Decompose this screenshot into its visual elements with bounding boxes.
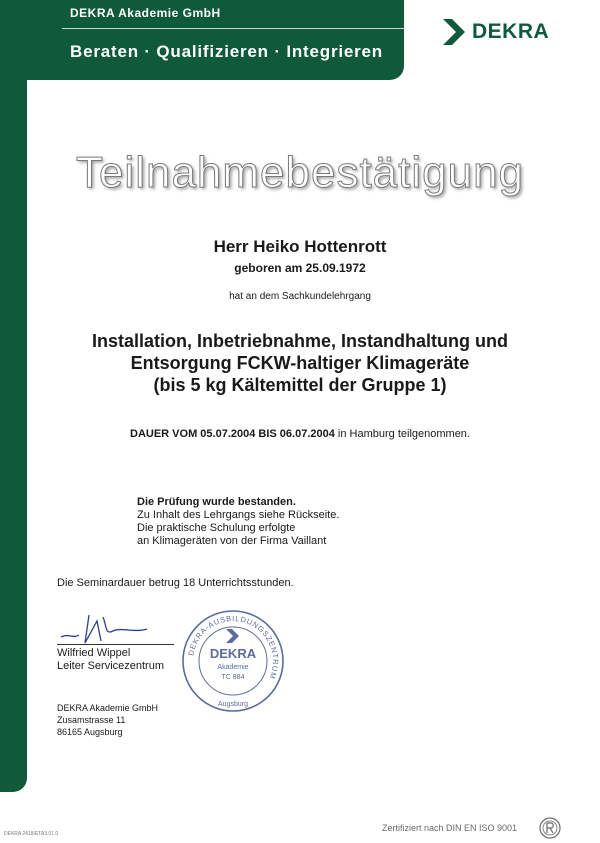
result-block — [137, 496, 339, 548]
result-line: Die praktische Schulung erfolgte — [137, 522, 296, 534]
certification-seal-icon — [539, 817, 561, 839]
course-title-line: Entsorgung FCKW-haltiger Klimageräte — [130, 353, 470, 373]
stamp-city: Augsburg — [218, 701, 248, 708]
stamp-line1: Akademie — [217, 664, 249, 671]
course-title-line: (bis 5 kg Kältemittel der Gruppe 1) — [153, 375, 447, 395]
address-block — [57, 702, 158, 738]
result-line: Zu Inhalt des Lehrgangs siehe Rückseite. — [137, 509, 340, 521]
stamp-line2: TC 884 — [221, 674, 245, 681]
intro-text: hat an dem Sachkundelehrgang — [229, 291, 371, 302]
duration-text — [0, 428, 600, 440]
address-line: DEKRA Akademie GmbH — [57, 703, 159, 713]
seminar-duration: Die Seminardauer betrug 18 Unterrichtsstunden. — [57, 577, 294, 589]
stamp-brand: DEKRA — [209, 646, 257, 661]
official-stamp — [180, 608, 286, 714]
header-divider — [62, 28, 404, 29]
signer-role: Leiter Servicezentrum — [57, 660, 164, 672]
signer-name: Wilfried Wippel — [57, 647, 131, 659]
header-company: DEKRA Akademie GmbH — [70, 6, 221, 20]
address-line: 86165 Augsburg — [57, 727, 123, 737]
course-title-line: Installation, Inbetriebnahme, Instandhaltung und — [91, 331, 508, 351]
dekra-logo-text: DEKRA — [472, 20, 550, 43]
recipient-name: Herr Heiko Hottenrott — [213, 237, 387, 256]
dekra-logo — [441, 18, 549, 46]
result-line: an Klimageräten von der Firma Vaillant — [137, 535, 327, 547]
left-green-bar — [0, 0, 27, 792]
stamp-ring-text: DEKRA-AUSBILDUNGSZENTRUM — [186, 613, 281, 681]
header-tagline: Beraten · Qualifizieren · Integrieren — [70, 42, 383, 61]
signature-line — [57, 644, 174, 645]
birth-info: geboren am 25.09.1972 — [234, 261, 366, 275]
course-title — [40, 330, 560, 396]
dekra-chevron-icon — [441, 18, 467, 46]
page-title: Teilnahmebestätigung — [75, 148, 525, 197]
form-code: DEKRA 2418/ETA3.01.0 — [4, 831, 59, 837]
address-line: Zusamstrasse 11 — [57, 715, 126, 725]
iso-certification: Zertifiziert nach DIN EN ISO 9001 — [382, 823, 518, 833]
exam-passed: Die Prüfung wurde bestanden. — [137, 496, 296, 508]
header-band — [0, 0, 404, 80]
duration-dates: DAUER VOM 05.07.2004 BIS 06.07.2004 — [130, 428, 335, 440]
duration-location: in Hamburg teilgenommen. — [334, 428, 470, 440]
